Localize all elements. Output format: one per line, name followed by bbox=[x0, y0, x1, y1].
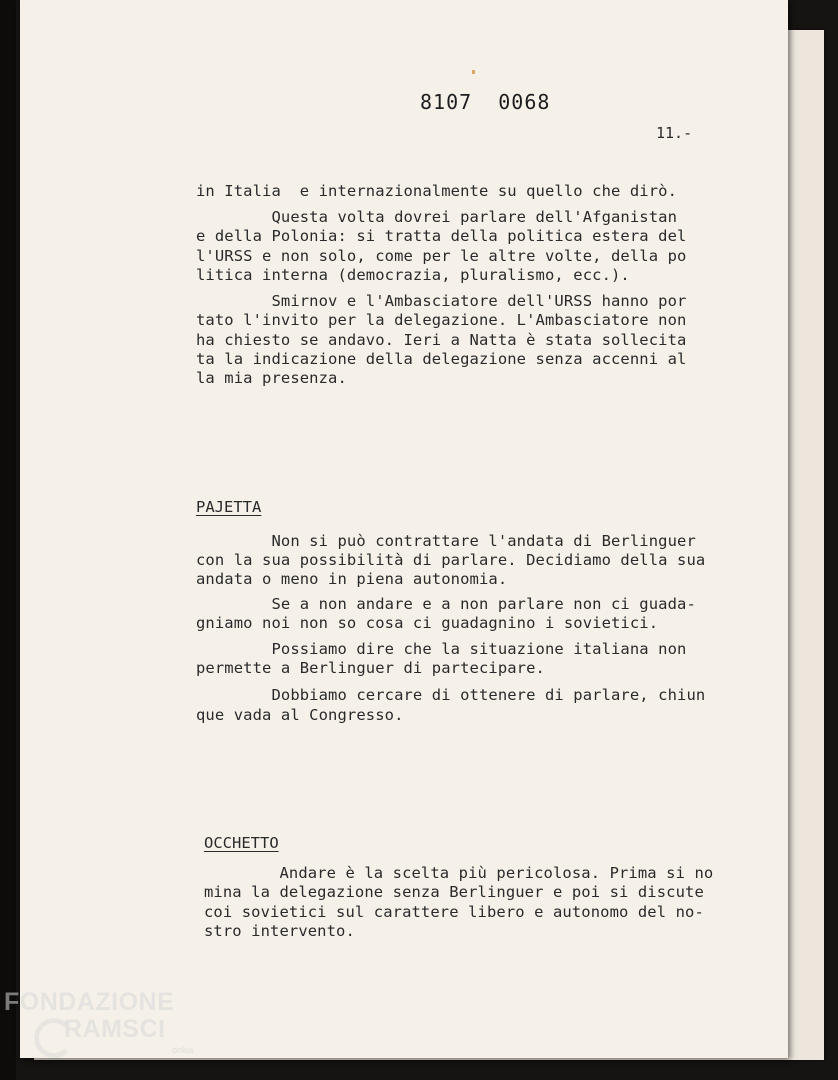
document-page bbox=[20, 0, 788, 1058]
paper-mark bbox=[472, 70, 475, 74]
watermark-g-logo bbox=[34, 1018, 74, 1058]
occhetto-line: Andare è la scelta più pericolosa. Prima si no bbox=[204, 864, 714, 882]
occhetto-line: mina la delegazione senza Berlinguer e poi si discute bbox=[204, 883, 704, 901]
intro-line: litica interna (democrazia, pluralismo, ecc.). bbox=[196, 266, 630, 284]
fondazione-gramsci-watermark bbox=[4, 988, 194, 1055]
watermark-line1: FONDAZIONE bbox=[4, 988, 175, 1016]
occhetto-line: stro intervento. bbox=[204, 922, 355, 940]
intro-line: ta la indicazione della delegazione senza accenni al bbox=[196, 350, 687, 368]
intro-line: in Italia e internazionalmente su quello che dirò. bbox=[196, 182, 678, 200]
intro-line: l'URSS e non solo, come per le altre volte, della po bbox=[196, 247, 687, 265]
intro-line: e della Polonia: si tratta della politica estera del bbox=[196, 227, 687, 245]
intro-line: Questa volta dovrei parlare dell'Afganistan bbox=[196, 208, 678, 226]
intro-line: ha chiesto se andavo. Ieri a Natta è stata sollecita bbox=[196, 331, 687, 349]
pajetta-line: que vada al Congresso. bbox=[196, 706, 404, 724]
document-number: 8107 0068 bbox=[420, 90, 551, 114]
page-number: 11.- bbox=[656, 124, 693, 142]
intro-line: tato l'invito per la delegazione. L'Ambasciatore non bbox=[196, 311, 687, 329]
pajetta-line: gniamo noi non so cosa ci guadagnino i sovietici. bbox=[196, 614, 659, 632]
intro-line: la mia presenza. bbox=[196, 369, 347, 387]
intro-line: Smirnov e l'Ambasciatore dell'URSS hanno por bbox=[196, 292, 687, 310]
watermark-line2: RAMSCI bbox=[64, 1015, 166, 1043]
speaker-heading-occhetto: OCCHETTO bbox=[204, 834, 279, 852]
pajetta-line: Non si può contrattare l'andata di Berlinguer bbox=[196, 532, 696, 550]
watermark-suffix: onlus bbox=[172, 1045, 194, 1055]
pajetta-line: Se a non andare e a non parlare non ci guada- bbox=[196, 595, 696, 613]
speaker-heading-pajetta: PAJETTA bbox=[196, 498, 262, 516]
pajetta-line: andata o meno in piena autonomia. bbox=[196, 570, 508, 588]
pajetta-line: permette a Berlinguer di partecipare. bbox=[196, 659, 545, 677]
pajetta-line: con la sua possibilità di parlare. Decidiamo della sua bbox=[196, 551, 706, 569]
occhetto-line: coi sovietici sul carattere libero e autonomo del no- bbox=[204, 903, 704, 921]
scan-background bbox=[0, 0, 16, 1080]
pajetta-line: Dobbiamo cercare di ottenere di parlare, chiun bbox=[196, 686, 706, 704]
pajetta-line: Possiamo dire che la situazione italiana non bbox=[196, 640, 687, 658]
